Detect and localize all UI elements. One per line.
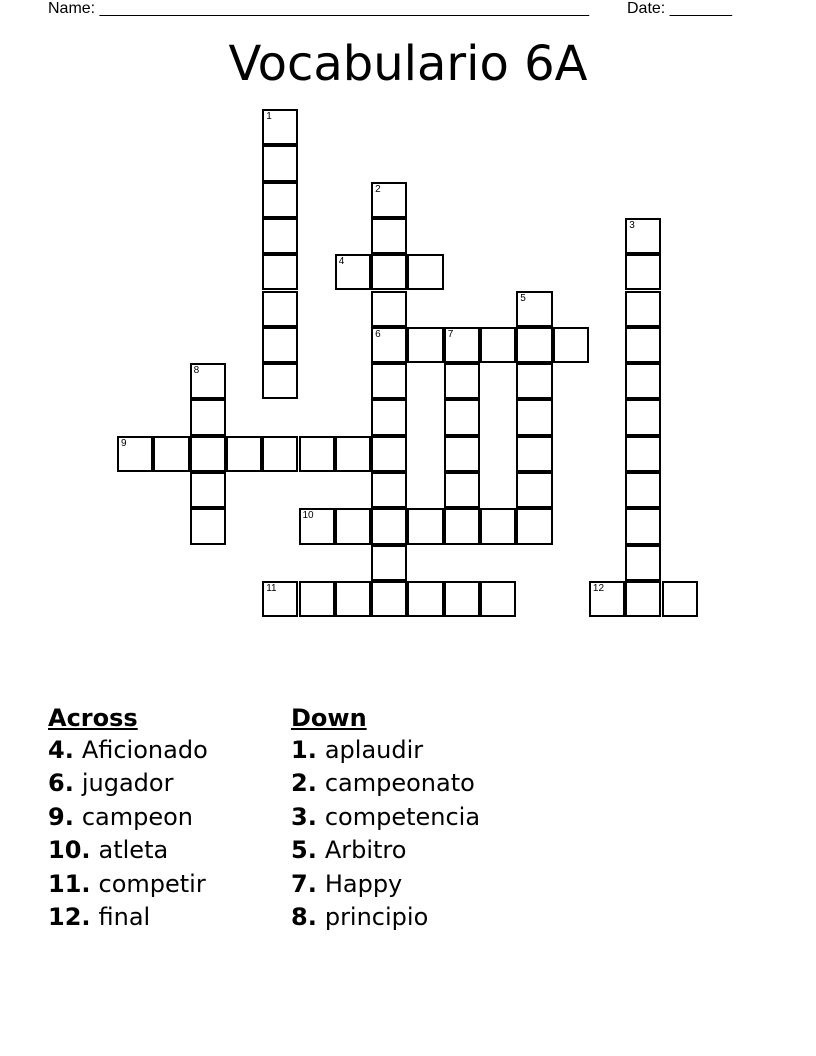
crossword-cell [444,508,480,544]
crossword-cell [444,472,480,508]
crossword-cell [516,327,552,363]
clue-number: 11. [48,869,91,898]
crossword-cell [262,182,298,218]
crossword-cell [190,436,226,472]
cell-number: 8 [193,365,200,377]
crossword-cell [444,399,480,435]
clue-number: 9. [48,802,74,831]
down-heading: Down [291,704,367,732]
crossword-cell [589,581,625,617]
crossword-cell [371,218,407,254]
crossword-cell [262,581,298,617]
clue-text: competir [98,869,206,898]
down-clue [291,834,480,867]
crossword-cell [262,436,298,472]
crossword-cell [516,436,552,472]
crossword-cell [407,327,443,363]
crossword-cell [117,436,153,472]
crossword-cell [371,545,407,581]
crossword-cell [335,254,371,290]
crossword-cell [153,436,189,472]
down-clue [291,868,480,901]
crossword-cell [407,508,443,544]
crossword-cell [226,436,262,472]
crossword-cell [371,399,407,435]
crossword-cell [625,545,661,581]
clue-text: atleta [98,836,169,865]
cell-number: 7 [447,328,454,340]
crossword-cell [444,436,480,472]
clue-text: jugador [81,769,174,798]
cell-number: 6 [375,328,381,340]
crossword-cell [625,327,661,363]
crossword-cell [444,363,480,399]
crossword-cell [516,399,552,435]
crossword-cell [371,363,407,399]
crossword-cell [262,218,298,254]
clue-number: 6. [48,769,74,798]
page-title: Vocabulario 6A [228,36,588,92]
across-clues [48,702,208,934]
clue-text: competencia [324,802,481,831]
clue-text: Happy [324,869,403,898]
cell-number: 12 [592,582,605,594]
down-clue [291,801,480,834]
crossword-cell [190,472,226,508]
cell-number: 11 [266,582,277,594]
crossword-cell [262,109,298,145]
crossword-cell [371,182,407,218]
crossword-cell [335,581,371,617]
crossword-cell [625,472,661,508]
down-clue [291,901,480,934]
crossword-cell [262,327,298,363]
crossword-cell [190,363,226,399]
crossword-cell [516,472,552,508]
cell-number: 1 [266,111,272,122]
down-clues [291,702,480,934]
crossword-cell [299,581,335,617]
crossword-cell [625,399,661,435]
crossword-cell [299,508,335,544]
cell-number: 9 [121,437,127,449]
clue-number: 5. [291,836,317,865]
crossword-cell [625,291,661,327]
crossword-cell [662,581,698,617]
clue-text: Aficionado [81,736,208,764]
name-field-label: Name: _______________________________________________________ [48,0,589,17]
crossword-cell [625,254,661,290]
crossword-cell [516,291,552,327]
across-clue [48,801,208,834]
across-clue [48,734,208,767]
clue-number: 10. [48,836,91,865]
clue-number: 1. [291,736,317,764]
crossword-cell [625,508,661,544]
crossword-cell [262,254,298,290]
cell-number: 5 [520,292,526,304]
clue-number: 2. [291,769,317,798]
clue-number: 8. [291,903,317,932]
clue-text: campeon [81,802,194,831]
crossword-cell [371,581,407,617]
cell-number: 3 [629,219,635,231]
clue-number: 12. [48,903,91,932]
clue-number: 3. [291,802,317,831]
crossword-cell [553,327,589,363]
crossword-cell [190,399,226,435]
crossword-cell [480,581,516,617]
crossword-cell [407,254,443,290]
crossword-cell [516,508,552,544]
crossword-cell [371,327,407,363]
crossword-cell [262,363,298,399]
down-clue [291,734,480,767]
crossword-cell [480,508,516,544]
clue-text: Arbitro [324,836,407,865]
crossword-cell [407,581,443,617]
crossword-cell [371,254,407,290]
across-clue [48,868,208,901]
crossword-cell [625,581,661,617]
across-heading: Across [48,704,138,732]
crossword-cell [262,145,298,181]
crossword-cell [371,472,407,508]
crossword-cell [516,363,552,399]
date-field-label: Date: _______ [627,0,732,17]
crossword-cell [625,363,661,399]
crossword-cell [444,327,480,363]
across-clue [48,901,208,934]
crossword-cell [625,436,661,472]
crossword-cell [371,436,407,472]
clue-text: principio [324,903,429,932]
crossword-cell [335,436,371,472]
crossword-cell [444,581,480,617]
clue-number: 4. [48,736,74,764]
across-clue [48,834,208,867]
cell-number: 10 [302,510,314,522]
cell-number: 2 [375,183,381,195]
crossword-cell [299,436,335,472]
clue-number: 7. [291,869,317,898]
crossword-cell [625,218,661,254]
crossword-cell [371,291,407,327]
crossword-cell [480,327,516,363]
clue-text: final [98,903,151,932]
crossword-cell [335,508,371,544]
cell-number: 4 [338,256,345,268]
across-clue [48,767,208,800]
clue-text: campeonato [324,769,475,798]
crossword-cell [371,508,407,544]
clue-text: aplaudir [324,736,424,764]
crossword-cell [190,508,226,544]
down-clue [291,767,480,800]
crossword-cell [262,291,298,327]
